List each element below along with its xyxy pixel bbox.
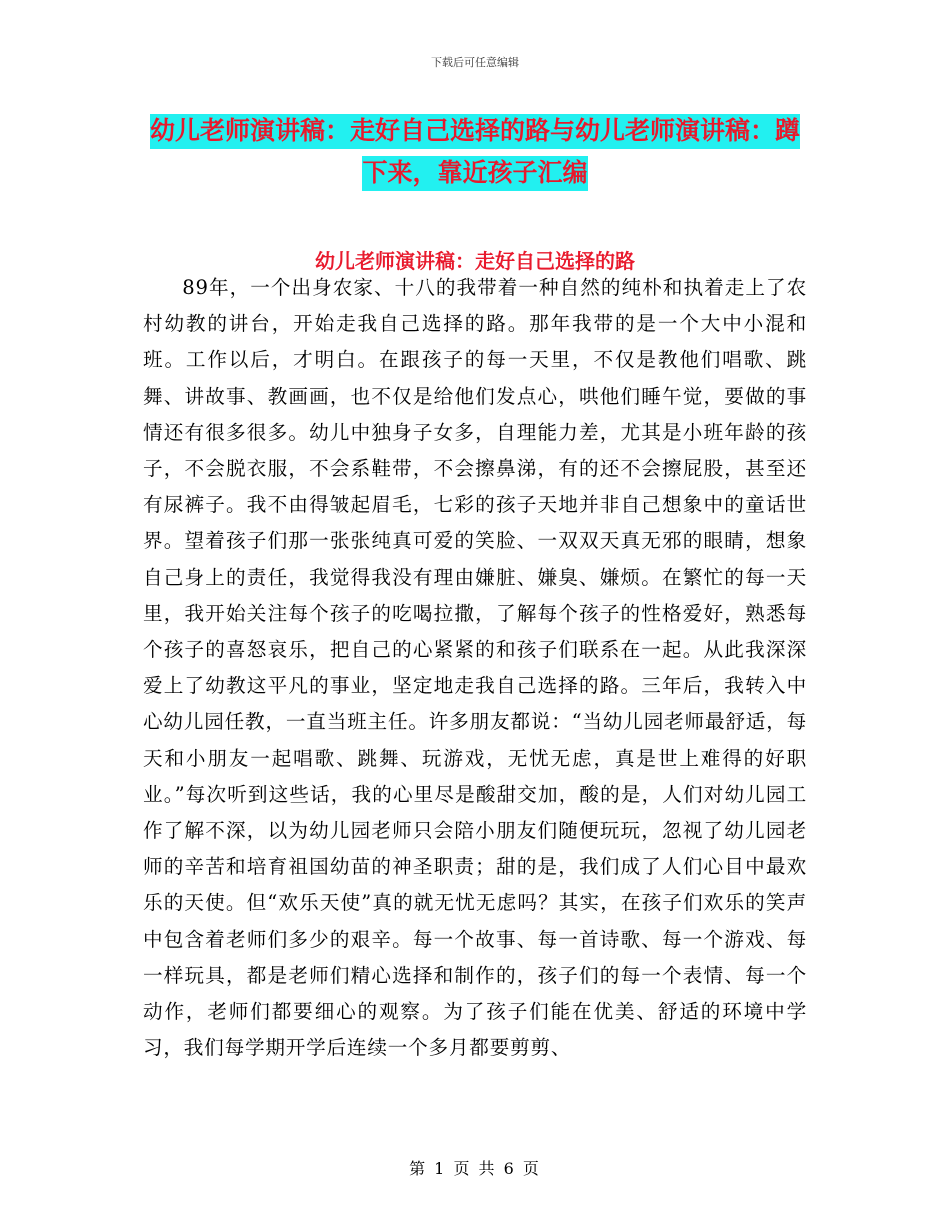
section-title: 幼儿老师演讲稿：走好自己选择的路: [315, 249, 635, 273]
document-title: [140, 110, 810, 194]
header-note: 下载后可任意编辑: [431, 56, 519, 69]
body-text: [143, 270, 807, 1066]
document-title-text: 幼儿老师演讲稿：走好自己选择的路与幼儿老师演讲稿：蹲下来，靠近孩子汇编: [150, 114, 800, 191]
page-footer: 第 1 页 共 6 页: [409, 1159, 541, 1178]
body-paragraph: 89年，一个出身农家、十八的我带着一种自然的纯朴和执着走上了农村幼教的讲台，开始走我自己选择的路。那年我带的是一个大中小混和班。工作以后，才明白。在跟孩子的每一天里，不仅是教他们唱歌、跳舞、讲故事、教画画，也不仅是给他们发点心，哄他们睡午觉，要做的事情还有很多很多。幼儿中独身子女多，自理能力差，尤其是小班年龄的孩子，不会脱衣服，不会系鞋带，不会擦鼻涕，有的还不会擦屁股，甚至还有尿裤子。我不由得皱起眉毛，七彩的孩子天地并非自己想象中的童话世界。望着孩子们那一张张纯真可爱的笑脸、一双双天真无邪的眼睛，想象自己身上的责任，我觉得我没有理由嫌脏、嫌臭、嫌烦。在繁忙的每一天里，我开始关注每个孩子的吃喝拉撒，了解每个孩子的性格爱好，熟悉每个孩子的喜怒哀乐，把自己的心紧紧的和孩子们联系在一起。从此我深深爱上了幼教这平凡的事业，坚定地走我自己选择的路。三年后，我转入中心幼儿园任教，一直当班主任。许多朋友都说：“当幼儿园老师最舒适，每天和小朋友一起唱歌、跳舞、玩游戏，无忧无虑，真是世上难得的好职业。”每次听到这些话，我的心里尽是酸甜交加，酸的是，人们对幼儿园工作了解不深，以为幼儿园老师只会陪小朋友们随便玩玩，忽视了幼儿园老师的辛苦和培育祖国幼苗的神圣职责；甜的是，我们成了人们心目中最欢乐的天使。但“欢乐天使”真的就无忧无虑吗？其实，在孩子们欢乐的笑声中包含着老师们多少的艰辛。每一个故事、每一首诗歌、每一个游戏、每一样玩具，都是老师们精心选择和制作的，孩子们的每一个表情、每一个动作，老师们都要细心的观察。为了孩子们能在优美、舒适的环境中学习，我们每学期开学后连续一个多月都要剪剪、: [143, 276, 807, 1060]
